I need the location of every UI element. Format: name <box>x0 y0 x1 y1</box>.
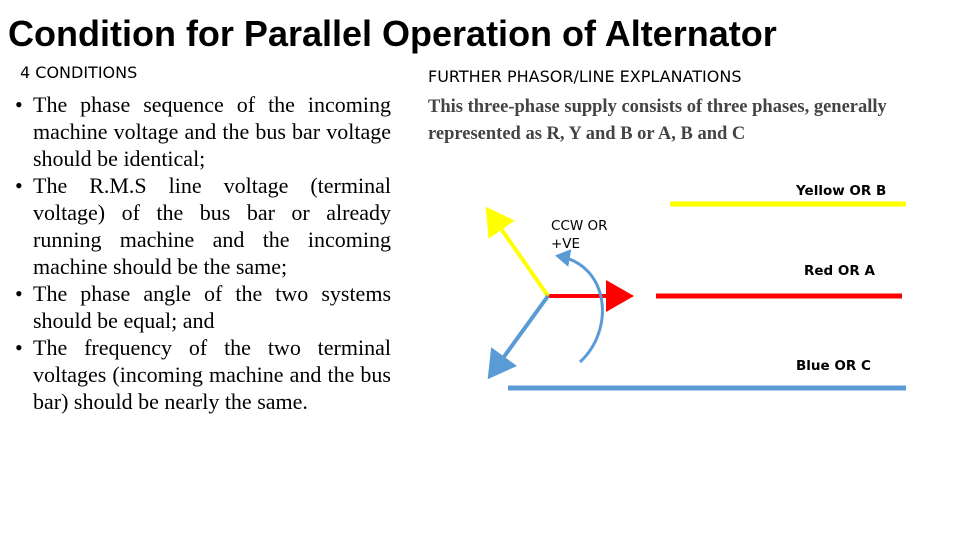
bullet-icon: • <box>15 335 23 360</box>
blue-phasor <box>490 296 548 376</box>
explanations-heading: FURTHER PHASOR/LINE EXPLANATIONS <box>428 67 742 86</box>
rotation-label-line2: +VE <box>551 236 581 252</box>
yellow-phase-label: Yellow OR B <box>796 183 887 199</box>
conditions-heading: 4 CONDITIONS <box>20 63 138 82</box>
condition-item <box>15 172 391 280</box>
bullet-icon: • <box>15 281 23 306</box>
blue-phase-label: Blue OR C <box>796 358 871 374</box>
page-title: Condition for Parallel Operation of Alternator <box>8 13 777 54</box>
explanation-text: This three-phase supply consists of three phases, generally represented as R, Y and B or A, B and C <box>428 97 887 144</box>
condition-item <box>15 334 391 415</box>
conditions-list <box>15 91 391 415</box>
red-phase-label: Red OR A <box>804 263 875 279</box>
condition-text: The frequency of the two terminal voltages (incoming machine and the bus bar) should be nearly the same. <box>33 335 391 414</box>
ccw-rotation-arrow <box>558 256 602 362</box>
bullet-icon: • <box>15 173 23 198</box>
yellow-phasor <box>488 210 548 296</box>
condition-text: The R.M.S line voltage (terminal voltage) of the bus bar or already running machine and the incoming machine should be the same; <box>33 173 391 279</box>
phasor-diagram <box>470 180 910 400</box>
condition-item <box>15 91 391 172</box>
bullet-icon: • <box>15 92 23 117</box>
condition-text: The phase angle of the two systems should be equal; and <box>33 281 391 333</box>
rotation-label-line1: CCW OR <box>551 218 608 234</box>
rotation-label <box>551 217 608 253</box>
condition-item <box>15 280 391 334</box>
condition-text: The phase sequence of the incoming machine voltage and the bus bar voltage should be identical; <box>33 92 391 171</box>
